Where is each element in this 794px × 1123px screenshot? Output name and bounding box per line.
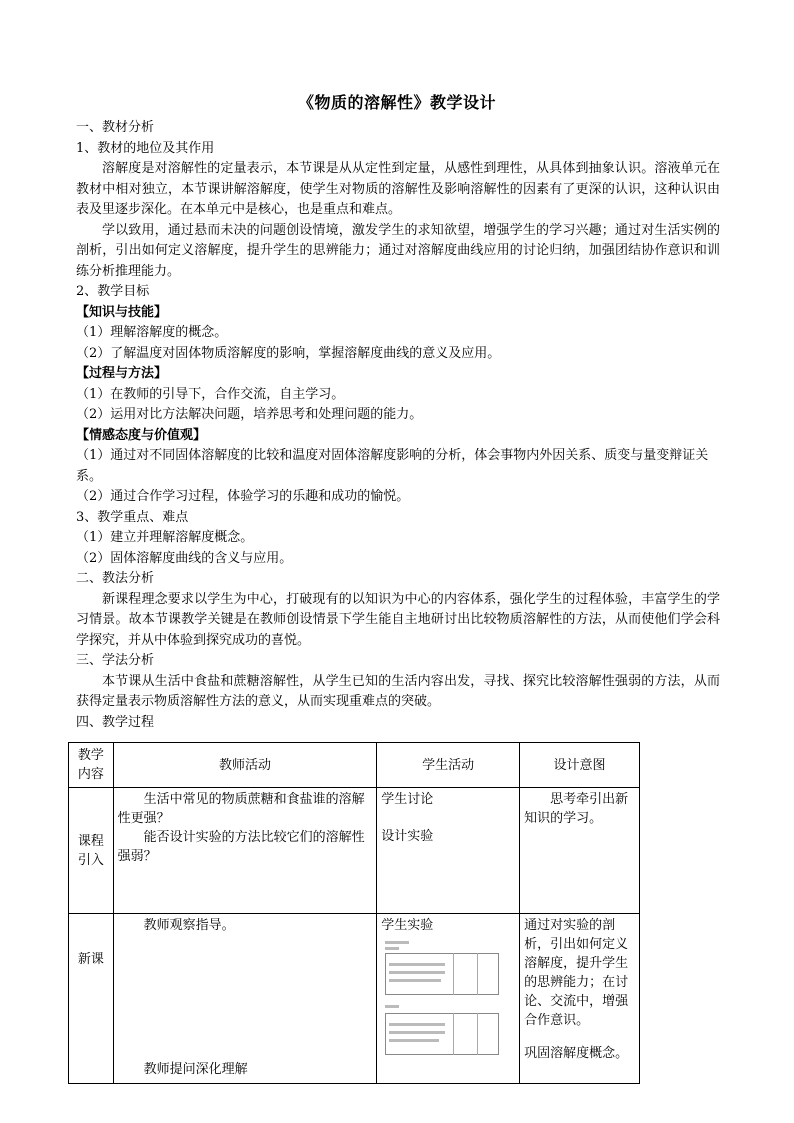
list-item: （1）在教师的引导下，合作交流，自主学习。 (76, 386, 345, 402)
teacher-activity-text: 教师提问深化理解 (143, 1062, 248, 1077)
list-item: （1）理解溶解度的概念。 (76, 325, 228, 340)
section-heading: 二、教法分析 (76, 571, 155, 586)
document-body (76, 118, 720, 733)
teaching-process-table (68, 742, 640, 1084)
teacher-activity-text: 能否设计实验的方法比较它们的溶解性强弱？ (117, 830, 365, 864)
teacher-activity-cell (113, 914, 377, 1084)
document-title: 《物质的溶解性》教学设计 (297, 93, 496, 112)
student-activity-cell (377, 788, 520, 914)
table-header-cell: 设计意图 (520, 743, 640, 788)
table-row (69, 914, 640, 1084)
list-item: （2）运用对比方法解决问题，培养思考和处理问题的能力。 (76, 407, 423, 422)
list-item: （1）建立并理解溶解度概念。 (76, 530, 254, 545)
subsection-heading: 2、教学目标 (76, 284, 150, 299)
design-intent-cell (520, 788, 640, 914)
list-item: （2）通过合作学习过程，体验学习的乐趣和成功的愉悦。 (76, 489, 410, 504)
teacher-activity-text: 教师观察指导。 (143, 918, 235, 933)
student-activity-text: 设计实验 (381, 829, 434, 844)
objective-heading: 【知识与技能】 (76, 304, 168, 320)
stage-cell: 新课 (69, 914, 114, 1084)
table-row (69, 788, 640, 914)
experiment-worksheet-thumbnail (381, 939, 503, 1067)
section-heading: 四、教学过程 (76, 714, 155, 730)
student-activity-text: 学生实验 (381, 918, 434, 933)
student-activity-text: 学生讨论 (381, 792, 434, 807)
list-item: （2）了解温度对固体物质溶解度的影响，掌握溶解度曲线的意义及应用。 (76, 345, 501, 361)
design-intent-cell (520, 914, 640, 1084)
student-activity-cell (377, 914, 520, 1084)
table-header-cell: 学生活动 (377, 743, 520, 788)
objective-heading: 【过程与方法】 (76, 366, 168, 381)
paragraph: 学以致用，通过悬而未决的问题创设情境，激发学生的求知欲望，增强学生的学习兴趣；通过对生活实例的剖析，引出如何定义溶解度，提升学生的思辨能力；通过对溶解度曲线应用的讨论归纳，加强团结协作意识和训练分析推理能力。 (76, 222, 720, 279)
stage-cell: 课程引入 (69, 788, 114, 914)
objective-heading: 【情感态度与价值观】 (76, 427, 207, 443)
design-intent-text: 巩固溶解度概念。 (524, 1046, 629, 1061)
table-header-cell: 教学内容 (69, 743, 114, 788)
list-item: （2）固体溶解度曲线的含义与应用。 (76, 550, 293, 566)
design-intent-text: 思考牵引出新知识的学习。 (524, 792, 629, 826)
paragraph: 本节课从生活中食盐和蔗糖溶解性，从学生已知的生活内容出发，寻找、探究比较溶解性强弱的方法，从而获得定量表示物质溶解性方法的意义，从而实现重难点的突破。 (76, 673, 720, 709)
teacher-activity-text: 生活中常见的物质蔗糖和食盐谁的溶解性更强？ (117, 792, 365, 826)
paragraph: 溶解度是对溶解性的定量表示，本节课是从从定性到定量，从感性到理性，从具体到抽象认识。溶液单元在教材中相对独立，本节课讲解溶解度，使学生对物质的溶解性及影响溶解性的因素有了更深的认识，这种认识由表及里逐步深化。在本单元中是核心，也是重点和难点。 (76, 161, 720, 217)
list-item: （1）通过对不同固体溶解度的比较和温度对固体溶解度影响的分析，体会事物内外因关系、质变与量变辩证关系。 (76, 448, 709, 484)
section-heading: 一、教材分析 (76, 120, 155, 135)
subsection-heading: 3、教学重点、难点 (76, 509, 189, 525)
paragraph: 新课程理念要求以学生为中心，打破现有的以知识为中心的内容体系，强化学生的过程体验，丰富学生的学习情景。故本节课教学关键是在教师创设情景下学生能自主地研讨出比较物质溶解性的方法，从而使他们学会科学探究，并从中体验到探究成功的喜悦。 (76, 591, 720, 648)
teacher-activity-cell (113, 788, 377, 914)
section-heading: 三、学法分析 (76, 653, 155, 668)
table-header-row (69, 743, 640, 788)
subsection-heading: 1、教材的地位及其作用 (76, 140, 215, 156)
table-header-cell: 教师活动 (113, 743, 377, 788)
design-intent-text: 通过对实验的剖析，引出如何定义溶解度，提升学生的思辨能力；在讨论、交流中，增强合作意识。 (524, 918, 629, 1028)
